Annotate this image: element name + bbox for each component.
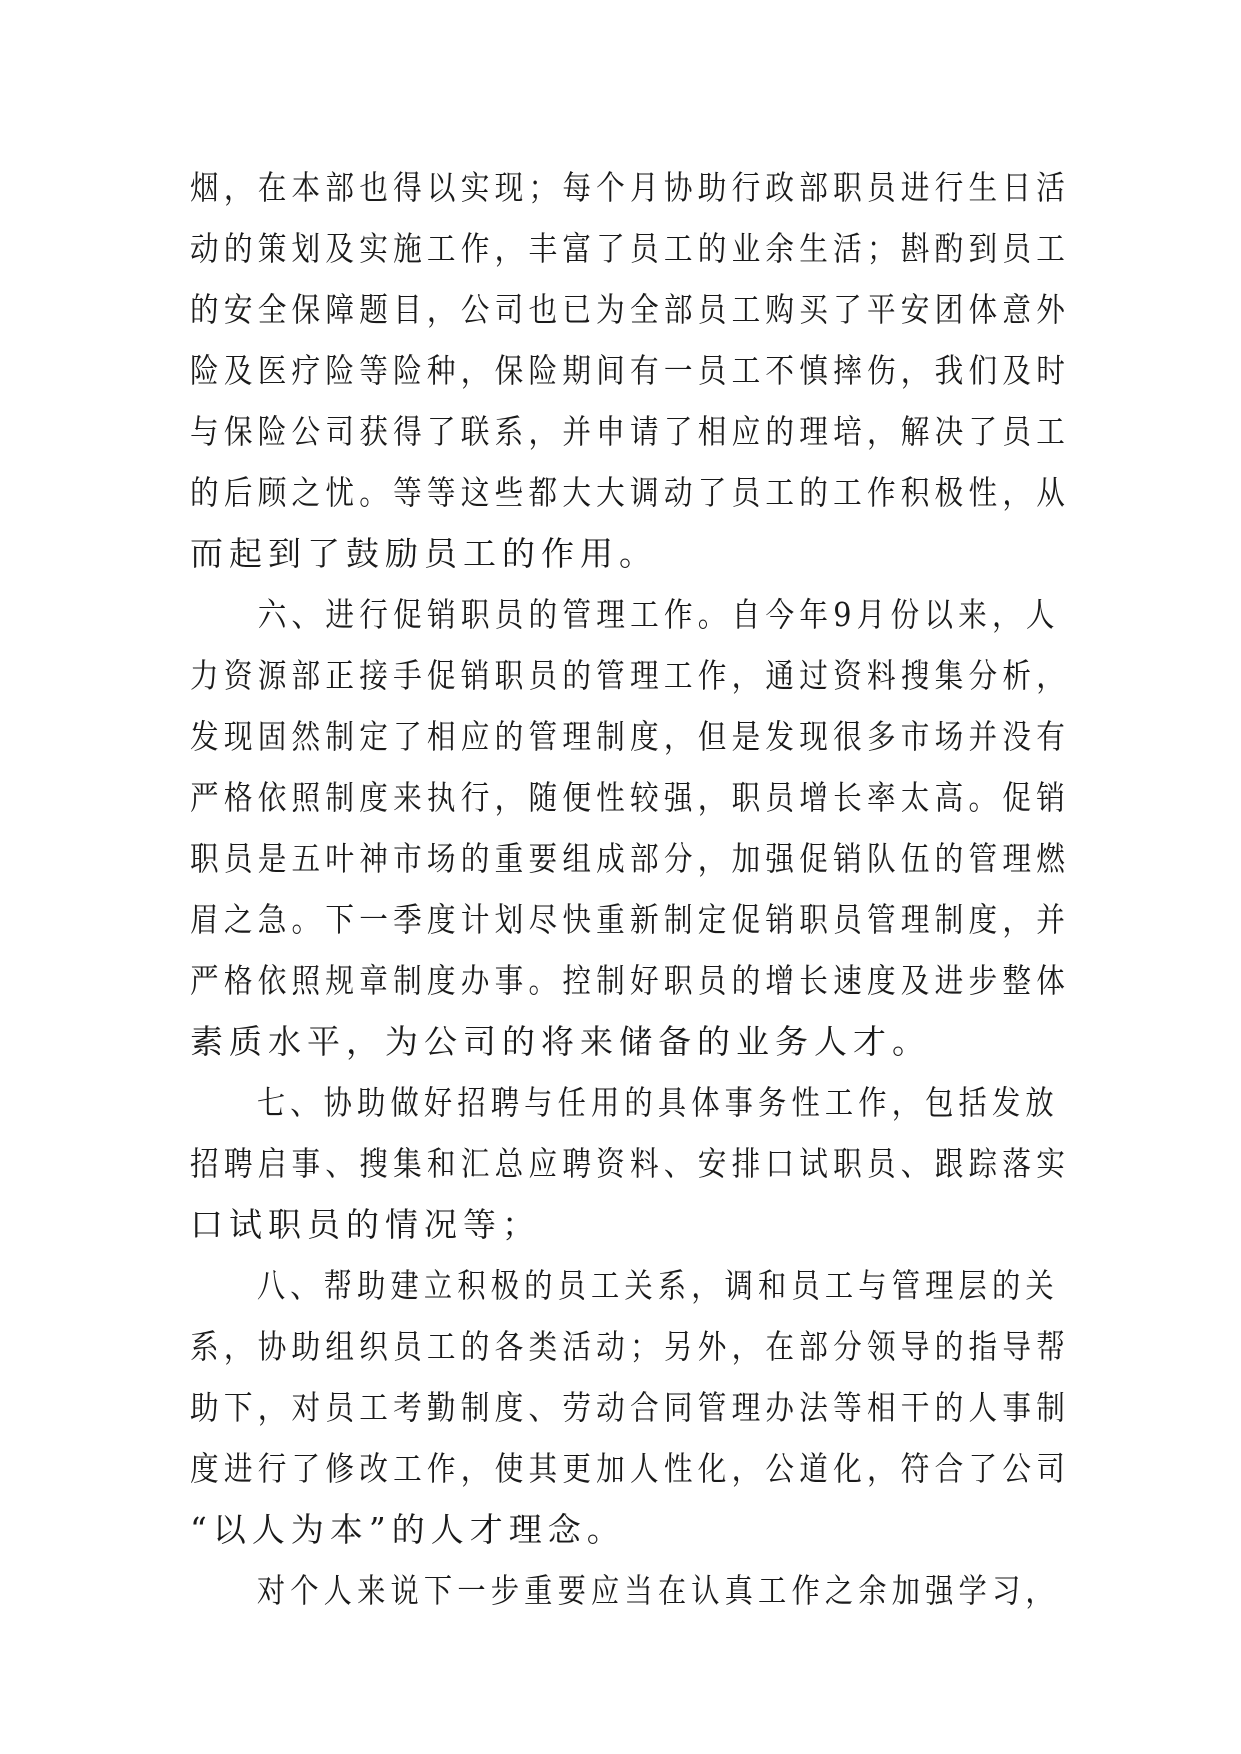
text-line: 系，协助组织员工的各类活动；另外，在部分领导的指导帮	[190, 1327, 1071, 1366]
text-line: 严格依照规章制度办事。控制好职员的增长速度及进步整体	[190, 961, 1071, 1000]
text-line: “以人为本”的人才理念。	[190, 1510, 626, 1549]
text-line: 动的策划及实施工作，丰富了员工的业余生活；斟酌到员工	[190, 229, 1071, 268]
text-line: 职员是五叶神市场的重要组成部分，加强促销队伍的管理燃	[190, 839, 1071, 878]
text-line: 力资源部正接手促销职员的管理工作，通过资料搜集分析，	[190, 656, 1071, 695]
text-line: 七、协助做好招聘与任用的具体事务性工作，包括发放	[256, 1083, 1059, 1122]
text-line: 招聘启事、搜集和汇总应聘资料、安排口试职员、跟踪落实	[190, 1144, 1071, 1183]
body-text	[190, 157, 1070, 1621]
text-line: 严格依照制度来执行，随便性较强，职员增长率太高。促销	[190, 778, 1071, 817]
text-line: 眉之急。下一季度计划尽快重新制定促销职员管理制度，并	[190, 900, 1071, 939]
text-line: 六、进行促销职员的管理工作。自今年9月份以来，人	[257, 595, 1060, 634]
text-line: 素质水平，为公司的将来储备的业务人才。	[190, 1022, 931, 1061]
text-line: 的后顾之忧。等等这些都大大调动了员工的工作积极性，从	[190, 473, 1071, 512]
text-line: 八、帮助建立积极的员工关系，调和员工与管理层的关	[256, 1266, 1059, 1305]
text-line: 口试职员的情况等；	[190, 1205, 541, 1244]
text-line: 的安全保障题目，公司也已为全部员工购买了平安团体意外	[190, 290, 1071, 329]
text-line: 与保险公司获得了联系，并申请了相应的理培，解决了员工	[190, 412, 1071, 451]
text-line: 度进行了修改工作，使其更加人性化，公道化，符合了公司	[190, 1449, 1071, 1488]
text-line: 烟，在本部也得以实现；每个月协助行政部职员进行生日活	[190, 168, 1071, 207]
text-line: 对个人来说下一步重要应当在认真工作之余加强学习，	[256, 1571, 1059, 1610]
text-line: 而起到了鼓励员工的作用。	[190, 534, 658, 573]
text-line: 助下，对员工考勤制度、劳动合同管理办法等相干的人事制	[190, 1388, 1071, 1427]
text-line: 发现固然制定了相应的管理制度，但是发现很多市场并没有	[190, 717, 1071, 756]
text-line: 险及医疗险等险种，保险期间有一员工不慎摔伤，我们及时	[190, 351, 1071, 390]
